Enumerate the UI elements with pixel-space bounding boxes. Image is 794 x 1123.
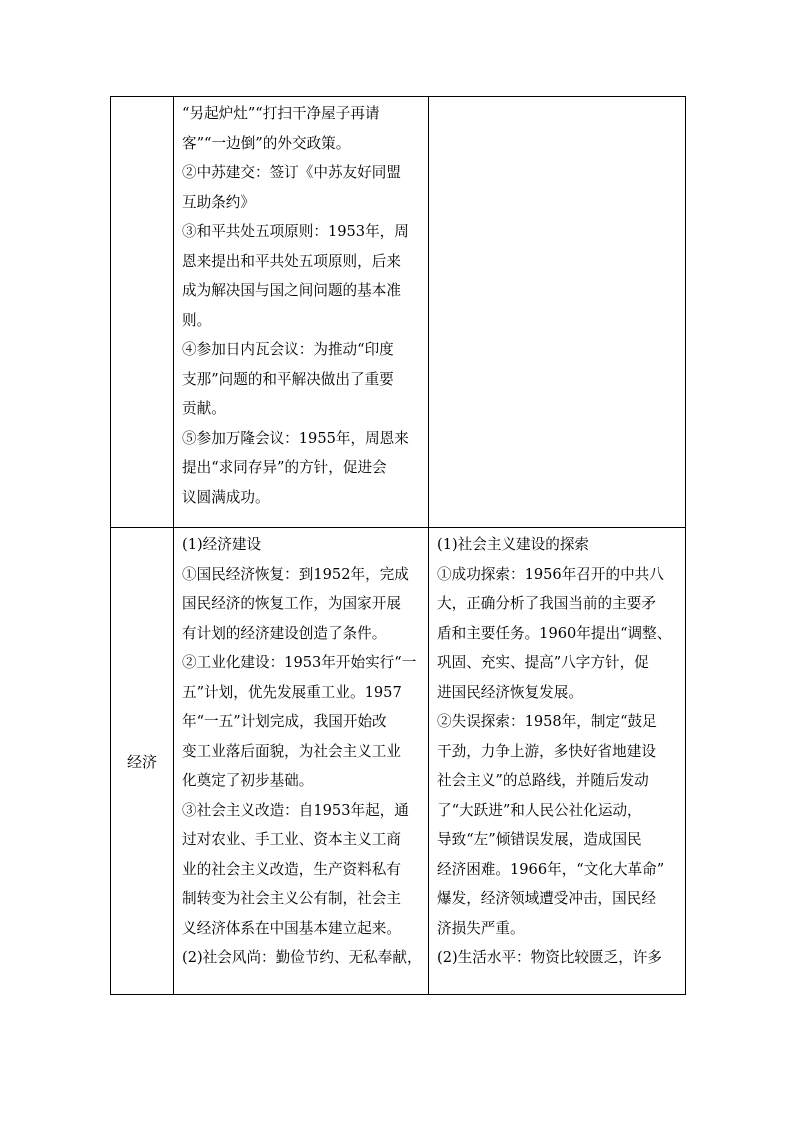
text-block	[429, 528, 685, 973]
text-line: 业的社会主义改造，生产资料私有	[182, 860, 401, 878]
text-line: ⑤参加万隆会议：1955年，周恩来	[182, 429, 409, 447]
text-line: 盾和主要任务。1960年提出“调整、	[437, 624, 672, 642]
text-line: 导致“左”倾错误发展，造成国民	[437, 831, 642, 848]
history-summary-table	[110, 96, 686, 995]
text-line: 年“一五”计划完成，我国开始改	[182, 713, 387, 730]
text-line: 爆发，经济领域遭受冲击，国民经	[437, 890, 656, 907]
text-line: 贡献。	[182, 400, 226, 417]
category-cell-empty	[111, 97, 174, 528]
text-line: 国民经济的恢复工作，为国家开展	[182, 595, 401, 612]
text-line: ③社会主义改造：自1953年起，通	[182, 801, 409, 819]
text-line: 了“大跃进”和人民公社化运动，	[437, 801, 642, 819]
text-line: ②失误探索：1958年，制定“鼓足	[437, 713, 657, 730]
text-block	[174, 528, 428, 973]
text-line: (2)生活水平：物资比较匮乏，许多	[437, 949, 662, 966]
text-line: 五”计划，优先发展重工业。1957	[182, 683, 402, 701]
content-cell-right	[429, 528, 686, 995]
category-label: 经济	[126, 752, 157, 771]
text-line: 客”“一边倒”的外交政策。	[182, 134, 351, 152]
text-block	[174, 97, 428, 512]
text-line: ②中苏建交：签订《中苏友好同盟	[182, 164, 401, 181]
text-line: 恩来提出和平共处五项原则，后来	[182, 252, 401, 270]
text-line: 提出“求同存异”的方针，促进会	[182, 459, 387, 476]
text-line: “另起炉灶”“打扫干净屋子再请	[182, 105, 380, 122]
text-line: ③和平共处五项原则：1953年，周	[182, 223, 409, 240]
text-line: 议圆满成功。	[182, 488, 270, 506]
text-line: 过对农业、手工业、资本主义工商	[182, 831, 401, 848]
text-line: 则。	[182, 311, 212, 329]
text-line: 经济困难。1966年，“文化大革命”	[437, 860, 665, 878]
text-block	[429, 97, 685, 99]
text-line: ④参加日内瓦会议：为推动“印度	[182, 341, 394, 358]
text-line: 制转变为社会主义公有制，社会主	[182, 890, 401, 907]
text-line: 化奠定了初步基础。	[182, 772, 314, 789]
table-row-economy	[111, 528, 686, 995]
text-line: ②工业化建设：1953年开始实行“一	[182, 654, 417, 671]
text-line: 成为解决国与国之间问题的基本准	[182, 282, 401, 299]
text-line: 济损失严重。	[437, 919, 525, 937]
text-line: 大，正确分析了我国当前的主要矛	[437, 595, 656, 612]
text-line: 互助条约》	[182, 193, 255, 211]
text-line: (1)社会主义建设的探索	[437, 536, 590, 553]
content-cell-right-empty	[429, 97, 686, 528]
content-cell-left	[174, 97, 429, 528]
table-row-foreign-policy	[111, 97, 686, 528]
text-line: 义经济体系在中国基本建立起来。	[182, 919, 401, 937]
text-line: ①国民经济恢复：到1952年，完成	[182, 565, 409, 583]
content-cell-left	[174, 528, 429, 995]
text-line: 支那”问题的和平解决做出了重要	[182, 370, 394, 388]
text-line: 社会主义”的总路线，并随后发动	[437, 772, 649, 789]
text-line: (2)社会风尚：勤俭节约、无私奉献，	[182, 949, 422, 966]
text-line: 巩固、充实、提高”八字方针，促	[437, 654, 649, 671]
category-cell-economy	[111, 528, 174, 995]
text-line: 干劲，力争上游，多快好省地建设	[437, 742, 656, 760]
text-line: (1)经济建设	[182, 536, 262, 553]
text-line: 有计划的经济建设创造了条件。	[182, 624, 387, 642]
text-line: ①成功探索：1956年召开的中共八	[437, 565, 664, 583]
text-line: 进国民经济恢复发展。	[437, 683, 583, 701]
text-line: 变工业落后面貌，为社会主义工业	[182, 742, 401, 760]
